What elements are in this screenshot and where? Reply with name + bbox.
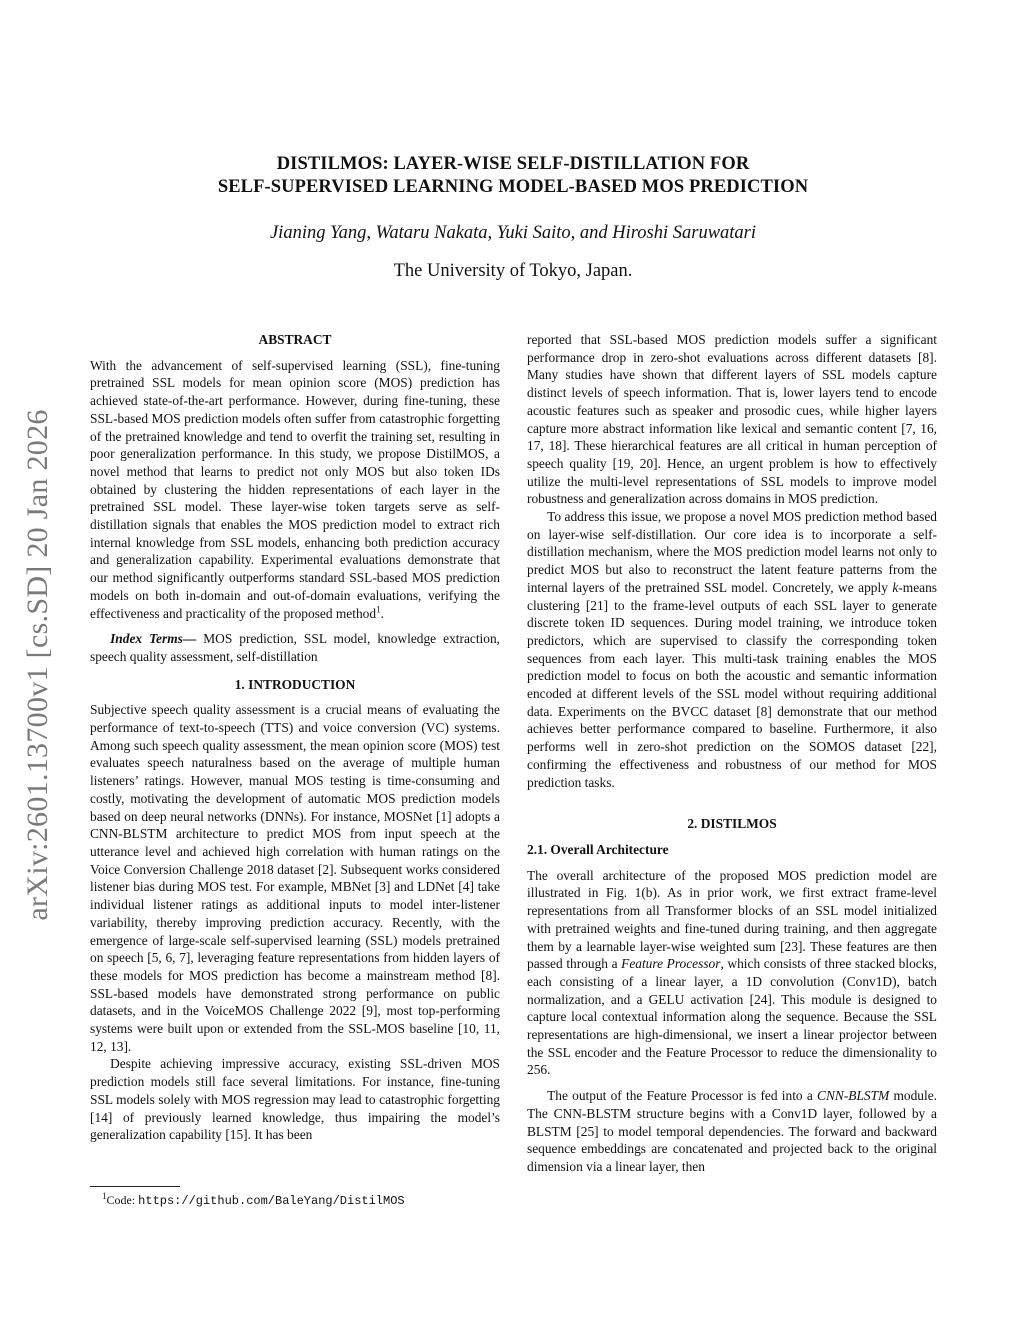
- intro-paragraph-3: reported that SSL-based MOS prediction models suffer a significant performance drop in zero-shot evaluations across different datasets [8]. Many studies have shown that different layers of SSL models capture distinct levels of speech information. That is, lower layers tend to encode acoustic features such as speaker and prosodic cues, while higher layers capture more abstract information like lexical and semantic content [7, 16, 17, 18]. These hierarchical features are all critical in human perception of speech quality [19, 20]. Hence, an urgent problem is how to effectively utilize the multi-level representations of SSL models to improve model robustness and generalization across domains in MOS prediction.: [527, 332, 937, 507]
- left-column: [90, 331, 500, 1144]
- section-2-paragraph-1: The overall architecture of the proposed MOS prediction model are illustrated in Fig. 1(b). As in prior work, we first extract frame-level representations from all Transformer blocks of an SSL model initialized with pretrained weights and fine-tuned during training, and then aggregate them by a learnable layer-wise weighted sum [23]. These features are then passed through a Feature Processor, which consists of three stacked blocks, each consisting of a linear layer, a 1D convolution (Conv1D), batch normalization, and a GELU activation [24]. This module is designed to capture local contextual information along the sequence. Because the SSL representations are high-dimensional, we insert a linear projector between the SSL encoder and the Feature Processor to reduce the dimensionality to 256.: [527, 867, 937, 1078]
- intro-paragraph-1: Subjective speech quality assessment is a crucial means of evaluating the performance of text-to-speech (TTS) and voice conversion (VC) systems. Among such speech quality assessment, the mean opinion score (MOS) test evaluates speech naturalness based on the average of multiple human listeners’ ratings. However, manual MOS testing is time-consuming and costly, motivating the development of automatic MOS prediction models based on deep neural networks (DNNs). For instance, MOSNet [1] adopts a CNN-BLSTM architecture to predict MOS from input speech at the utterance level and achieved high correlation with human ratings on the Voice Conversion Challenge 2018 dataset [2]. Subsequent works considered listener bias during MOS test. For example, MBNet [3] and LDNet [4] take individual listener ratings as additional inputs to model inter-listener variability, thereby improving prediction accuracy. Recently, with the emergence of large-scale self-supervised learning (SSL) models pretrained on speech [5, 6, 7], leveraging feature representations from hidden layers of these models for MOS prediction has become a mainstream method [8]. SSL-based models have demonstrated strong performance on public datasets, and in the VoiceMOS Challenge 2022 [9], most top-performing systems were built upon or extended from the SSL-MOS baseline [10, 11, 12, 13].: [90, 702, 500, 1054]
- abstract-text: With the advancement of self-supervised learning (SSL), fine-tuning pretrained SSL models for mean opinion score (MOS) prediction has achieved state-of-the-art performance. However, during fine-tuning, these SSL-based MOS prediction models often suffer from catastrophic forgetting of the pretrained knowledge and tend to overfit the training set, resulting in poor generalization performance. In this study, we propose DistilMOS, a novel method that learns to predict not only MOS but also token IDs obtained by clustering the hidden representations of each layer in the pretrained SSL model. These layer-wise token targets serve as self-distillation signals that enables the MOS prediction model to extract rich internal knowledge from SSL models, enhancing both prediction accuracy and generalization capability. Experimental evaluations demonstrate that our method significantly outperforms standard SSL-based MOS prediction models on both in-domain and out-of-domain evaluations, verifying the effectiveness and practicality of the proposed method$^1$.: [90, 357, 500, 621]
- section-2-paragraph-2: The output of the Feature Processor is fed into a CNN-BLSTM module. The CNN-BLSTM structure begins with a Conv1D layer, followed by a BLSTM [25] to model temporal dependencies. The forward and backward sequence embeddings are concatenated and projected back to the original dimension via a linear layer, then: [527, 1088, 937, 1174]
- right-column: [527, 331, 937, 1176]
- title-block: [90, 153, 936, 282]
- index-terms: Index Terms— MOS prediction, SSL model, knowledge extraction, speech quality assessment, self-distillation: [90, 631, 501, 664]
- code-link[interactable]: https://github.com/BaleYang/DistilMOS: [138, 1194, 405, 1208]
- footnote-marker: 1: [376, 604, 381, 615]
- footnote-divider: [90, 1186, 180, 1187]
- section-2-heading: 2. DISTILMOS: [687, 816, 777, 832]
- subsection-2-1-heading: 2.1. Overall Architecture: [527, 841, 669, 857]
- footnote-text: $^1$Code: https://github.com/BaleYang/DistilMOS: [102, 1191, 405, 1208]
- abstract-heading: ABSTRACT: [258, 332, 332, 347]
- paper-title-line-1: DISTILMOS: LAYER-WISE SELF-DISTILLATION FOR: [276, 154, 750, 174]
- intro-paragraph-2: Despite achieving impressive accuracy, existing SSL-driven MOS prediction models still face several limitations. For instance, fine-tuning SSL models solely with MOS regression may lead to catastrophic forgetting [14] of previously learned knowledge, thus impairing the model’s generalization capability [15]. It has been: [90, 1056, 500, 1143]
- index-terms-label: Index Terms—: [110, 631, 197, 647]
- footnote: [90, 1186, 500, 1208]
- introduction-heading: 1. INTRODUCTION: [234, 676, 356, 692]
- author-list: Jianing Yang, Wataru Nakata, Yuki Saito, and Hiroshi Saruwatari: [269, 223, 757, 243]
- paper-title-line-2: SELF-SUPERVISED LEARNING MODEL-BASED MOS PREDICTION: [217, 177, 809, 197]
- arxiv-side-label: arXiv:2601.13700v1 [cs.SD] 20 Jan 2026: [21, 409, 54, 921]
- intro-paragraph-4: To address this issue, we propose a novel MOS prediction method based on layer-wise self-distillation. Our core idea is to incorporate a self-distillation mechanism, where the MOS prediction model learns not only to predict MOS but also to reconstruct the latent feature patterns from the internal layers of the pretrained SSL model. Concretely, we apply k-means clustering [21] to the frame-level outputs of each SSL layer to generate discrete token ID sequences. During model training, we introduce token predictors, which are supervised to classify the corresponding token sequences from each layer. This multi-task training enables the MOS prediction model to focus on both the acoustic and semantic information encoded at different levels of the SSL model without requiring additional data. Experiments on the BVCC dataset [8] demonstrate that our method achieves better performance compared to baseline. Furthermore, it also performs well in zero-shot prediction on the SOMOS dataset [22], confirming the effectiveness and robustness of our method for MOS prediction tasks.: [527, 509, 937, 790]
- affiliation: The University of Tokyo, Japan.: [393, 261, 633, 281]
